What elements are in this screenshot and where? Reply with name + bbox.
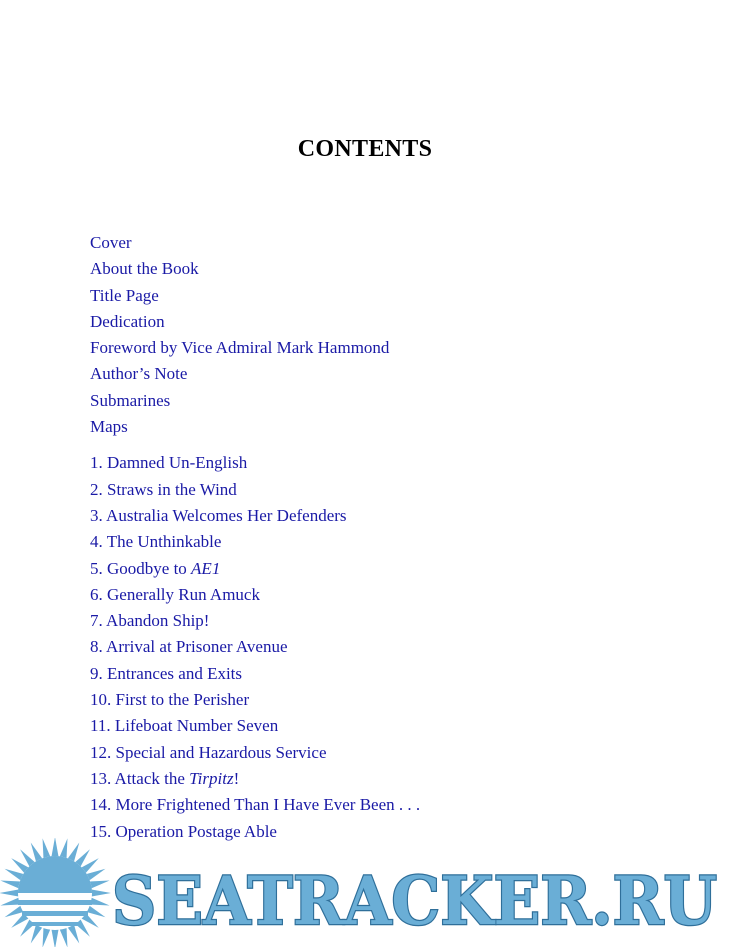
chapter-title: 8. Arrival at Prisoner Avenue [90, 637, 288, 657]
toc-link-chapter-6[interactable] [90, 582, 420, 608]
chapter-title-suffix: ! [233, 768, 240, 788]
toc-link-dedication[interactable]: Dedication [90, 311, 165, 331]
toc-link-submarines[interactable]: Submarines [90, 390, 171, 410]
sun-icon [0, 838, 111, 947]
page-title: CONTENTS [297, 136, 433, 162]
toc-link-chapter-12[interactable] [90, 740, 420, 766]
chapter-title: 14. More Frightened Than I Have Ever Been . . . [90, 795, 421, 815]
chapter-title: 6. Generally Run Amuck [90, 584, 260, 604]
toc-link-foreword-by-vice-admiral-mark-hammond[interactable]: Foreword by Vice Admiral Mark Hammond [90, 338, 390, 358]
chapter-title: 15. Operation Postage Able [90, 821, 277, 841]
front-matter-list [90, 230, 420, 440]
table-of-contents [90, 230, 420, 845]
toc-link-chapter-1[interactable] [90, 450, 420, 476]
chapter-title: 9. Entrances and Exits [90, 663, 243, 683]
toc-link-cover[interactable]: Cover [90, 233, 132, 252]
toc-link-chapter-14[interactable] [90, 792, 420, 818]
chapter-title: 3. Australia Welcomes Her Defenders [90, 505, 347, 525]
chapter-title: 5. Goodbye to [90, 558, 192, 578]
toc-link-chapter-5[interactable] [90, 556, 420, 582]
toc-link-author-s-note[interactable]: Author’s Note [90, 364, 188, 384]
chapter-title: 1. Damned Un-English [90, 453, 248, 473]
chapter-title: 11. Lifeboat Number Seven [90, 716, 279, 736]
toc-link-chapter-2[interactable] [90, 477, 420, 503]
chapter-title: 13. Attack the [90, 768, 190, 788]
chapter-title: 7. Abandon Ship! [90, 611, 210, 631]
chapter-title: 2. Straws in the Wind [90, 479, 237, 499]
toc-link-chapter-9[interactable] [90, 661, 420, 687]
toc-link-chapter-10[interactable] [90, 687, 420, 713]
watermark-text: SEATRACKER.RU [112, 862, 717, 940]
toc-link-chapter-8[interactable] [90, 634, 420, 660]
toc-link-about-the-book[interactable]: About the Book [90, 259, 199, 279]
toc-link-chapter-3[interactable] [90, 503, 420, 529]
toc-link-chapter-4[interactable] [90, 529, 420, 555]
toc-link-maps[interactable]: Maps [90, 417, 128, 437]
toc-link-chapter-11[interactable] [90, 713, 420, 739]
watermark-logo [0, 838, 730, 947]
chapter-title: 10. First to the Perisher [90, 690, 250, 710]
chapter-title: 4. The Unthinkable [90, 532, 222, 552]
chapter-list [90, 450, 420, 844]
toc-link-title-page[interactable]: Title Page [90, 285, 159, 305]
toc-link-chapter-7[interactable] [90, 608, 420, 634]
toc-link-chapter-13[interactable] [90, 766, 420, 792]
chapter-title-italic: AE1 [191, 558, 221, 578]
chapter-title: 12. Special and Hazardous Service [90, 742, 327, 762]
chapter-title-italic: Tirpitz [189, 768, 234, 788]
